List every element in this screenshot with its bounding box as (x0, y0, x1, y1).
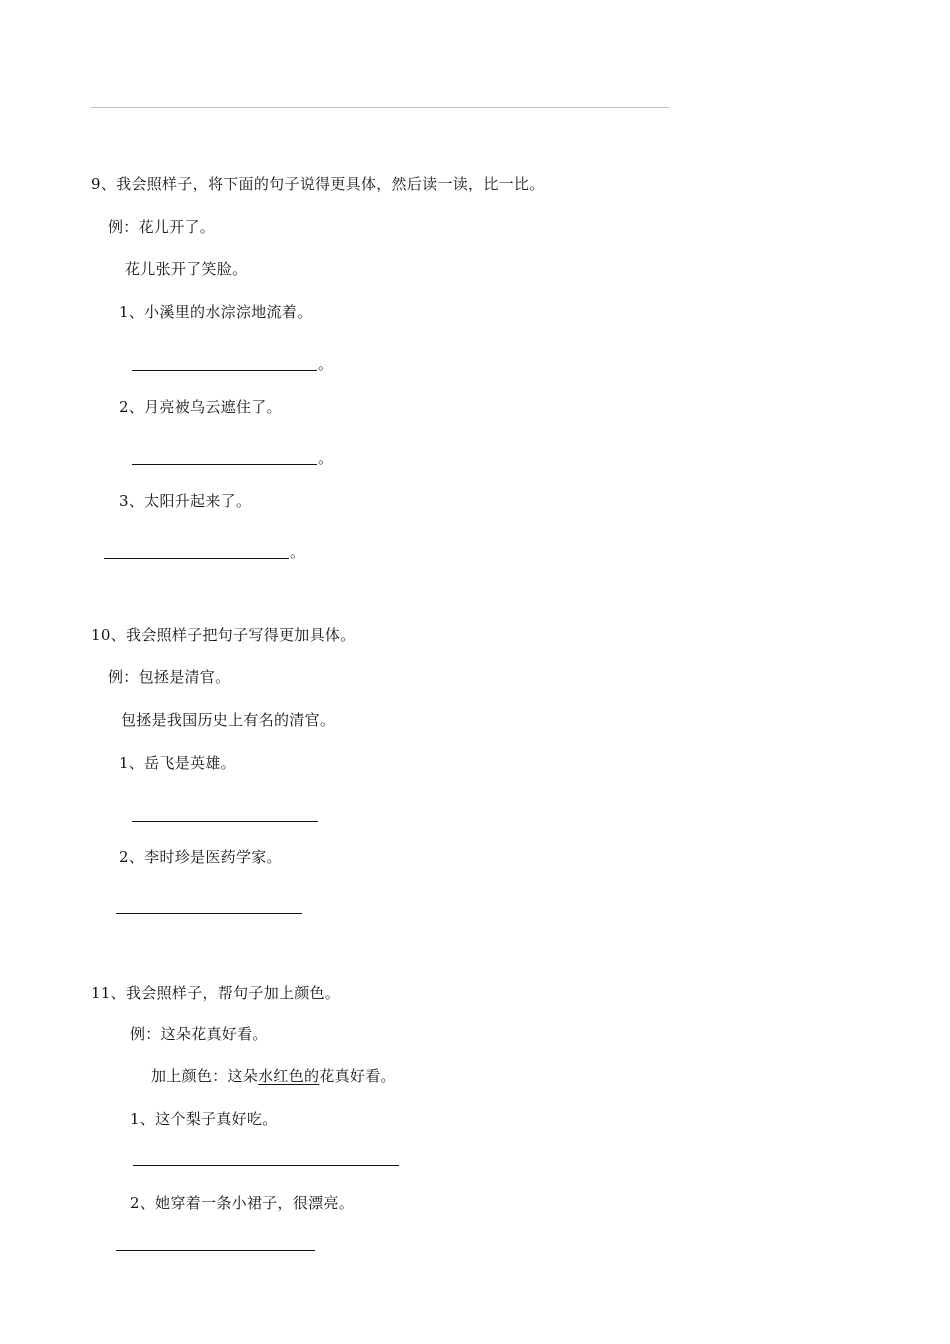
q9-item-1: 1、小溪里的水淙淙地流着。 (119, 303, 313, 321)
q9-example: 例：花儿开了。 (108, 218, 216, 236)
q11-item-1: 1、这个梨子真好吃。 (130, 1110, 278, 1128)
q11-example-answer-prefix: 加上颜色：这朵 (151, 1067, 259, 1085)
q11-answer-blank-2[interactable] (116, 1250, 315, 1251)
q9-answer-blank-3[interactable] (104, 558, 289, 559)
q10-title: 10、我会照样子把句子写得更加具体。 (91, 626, 356, 644)
q11-example-answer-suffix: 花真好看。 (319, 1067, 396, 1085)
q10-item-1: 1、岳飞是英雄。 (119, 754, 236, 772)
q9-end-mark-3: 。 (290, 543, 306, 561)
q9-end-mark-1: 。 (318, 355, 334, 373)
q9-title: 9、我会照样子，将下面的句子说得更具体，然后读一读，比一比。 (91, 175, 545, 193)
q9-end-mark-2: 。 (318, 449, 334, 467)
q11-example: 例：这朵花真好看。 (130, 1025, 268, 1043)
q9-item-2: 2、月亮被乌云遮住了。 (119, 398, 282, 416)
q11-item-2: 2、她穿着一条小裙子，很漂亮。 (130, 1194, 355, 1212)
q10-answer-blank-2[interactable] (116, 913, 302, 914)
q9-answer-blank-1[interactable] (132, 370, 317, 371)
q10-answer-blank-1[interactable] (132, 821, 318, 822)
header-rule (91, 107, 669, 108)
q11-example-answer (151, 1066, 396, 1086)
q10-example: 例：包拯是清官。 (108, 668, 231, 686)
q9-item-3: 3、太阳升起来了。 (119, 492, 252, 510)
q10-example-answer: 包拯是我国历史上有名的清官。 (121, 711, 336, 729)
q11-example-color-word: 水红色的 (258, 1067, 320, 1085)
q9-example-answer: 花儿张开了笑脸。 (125, 260, 248, 278)
q11-answer-blank-1[interactable] (133, 1165, 399, 1166)
q10-item-2: 2、李时珍是医药学家。 (119, 848, 282, 866)
q11-title: 11、我会照样子，帮句子加上颜色。 (91, 984, 341, 1002)
q9-answer-blank-2[interactable] (132, 464, 317, 465)
